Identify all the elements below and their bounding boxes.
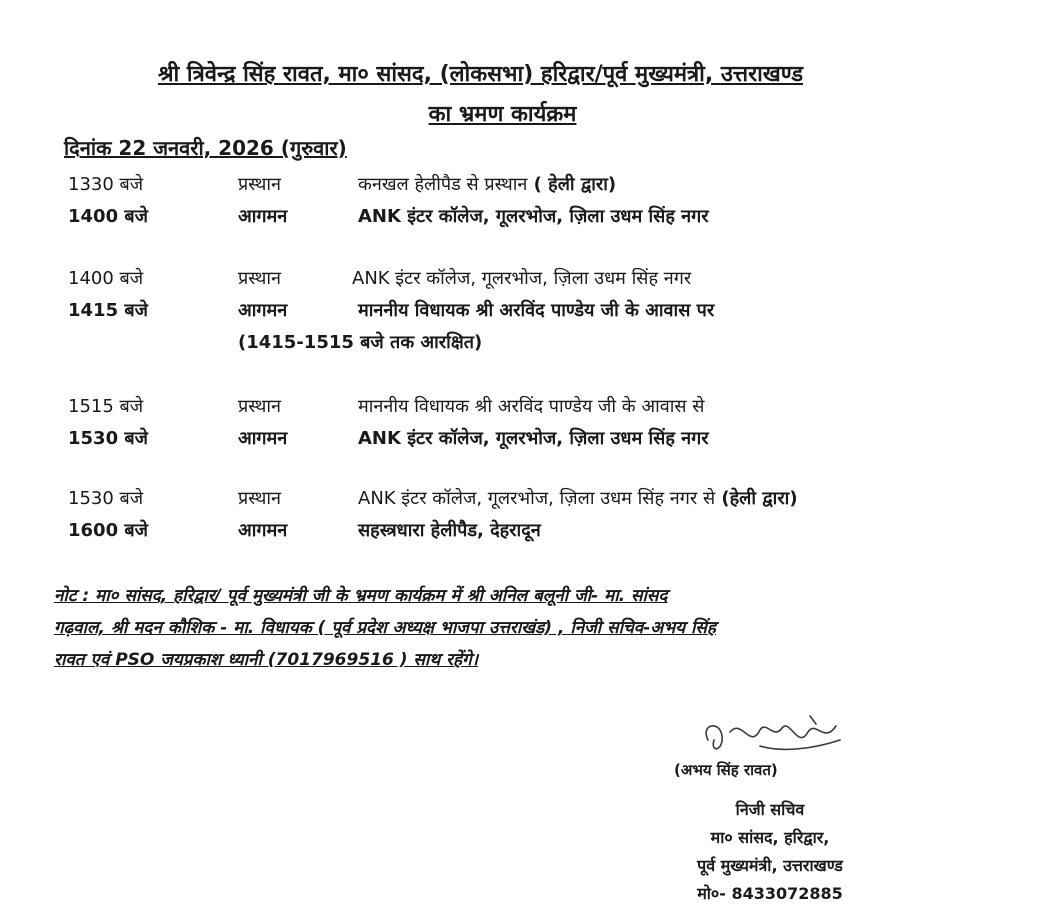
row-action: आगमन	[238, 520, 288, 541]
row-mode: (हेली द्वारा)	[715, 488, 798, 509]
row-action: प्रस्थान	[238, 268, 282, 289]
row-action: आगमन	[238, 206, 288, 227]
note-line: गढ़वाल, श्री मदन कौशिक - मा. विधायक ( पूर्व प्रदेश अध्यक्ष भाजपा उत्तराखंड) , निजी सचिव-अभय सिंह	[54, 618, 716, 638]
schedule-row-departure	[0, 266, 1041, 298]
row-place-text: कनखल हेलीपैड से प्रस्थान	[358, 174, 528, 195]
schedule-row-departure	[0, 394, 1041, 426]
row-place: माननीय विधायक श्री अरविंद पाण्डेय जी के आवास से	[358, 396, 705, 417]
row-time: 1400 बजे	[68, 268, 144, 289]
row-action: आगमन	[238, 428, 288, 449]
note-line: नोट : मा० सांसद, हरिद्वार/ पूर्व मुख्यमंत्री जी के भ्रमण कार्यक्रम में श्री अनिल बलूनी जी- मा. सांसद	[54, 586, 668, 606]
accompanying-note	[54, 580, 1014, 676]
document-title-line-2: का भ्रमण कार्यक्रम	[428, 102, 577, 127]
signatory-office: मा० सांसद, हरिद्वार,	[710, 828, 830, 847]
row-action: प्रस्थान	[238, 174, 282, 195]
row-action: आगमन	[238, 300, 288, 321]
note-line: रावत एवं PSO जयप्रकाश ध्यानी (7017969516 ) साथ रहेंगे।	[54, 650, 479, 670]
schedule-row-arrival	[0, 426, 1041, 458]
signatory-mobile: मो०- 8433072885	[697, 884, 843, 903]
signatory-details	[640, 796, 900, 908]
row-place: ANK इंटर कॉलेज, गूलरभोज, ज़िला उधम सिंह नगर	[358, 206, 709, 227]
row-time: 1400 बजे	[68, 206, 148, 227]
signatory-office: पूर्व मुख्यमंत्री, उत्तराखण्ड	[697, 856, 843, 875]
row-time: 1600 बजे	[68, 520, 148, 541]
row-place: ANK इंटर कॉलेज, गूलरभोज, ज़िला उधम सिंह नगर	[352, 268, 692, 289]
reserved-note: (1415-1515 बजे तक आरक्षित)	[238, 332, 483, 353]
schedule-row-arrival	[0, 204, 1041, 236]
row-action: प्रस्थान	[238, 396, 282, 417]
schedule-row-departure	[0, 486, 1041, 518]
row-time: 1330 बजे	[68, 174, 144, 195]
row-action: प्रस्थान	[238, 488, 282, 509]
signatory-designation: निजी सचिव	[735, 800, 805, 819]
row-place	[358, 486, 798, 510]
row-time: 1530 बजे	[68, 488, 144, 509]
row-time: 1515 बजे	[68, 396, 144, 417]
row-place: माननीय विधायक श्री अरविंद पाण्डेय जी के आवास पर	[358, 300, 715, 321]
row-time: 1415 बजे	[68, 300, 148, 321]
signatory-name: (अभय सिंह रावत)	[674, 761, 778, 779]
row-place: ANK इंटर कॉलेज, गूलरभोज, ज़िला उधम सिंह नगर	[358, 428, 709, 449]
schedule-date: दिनांक 22 जनवरी, 2026 (गुरुवार)	[64, 136, 347, 160]
row-place-text: ANK इंटर कॉलेज, गूलरभोज, ज़िला उधम सिंह नगर से	[358, 488, 716, 509]
schedule-row-departure	[0, 172, 1041, 204]
schedule-row-arrival	[0, 518, 1041, 550]
row-time: 1530 बजे	[68, 428, 148, 449]
document-title-line-1: श्री त्रिवेन्द्र सिंह रावत, मा० सांसद, (लोकसभा) हरिद्वार/पूर्व मुख्यमंत्री, उत्तराखण्ड	[157, 62, 804, 87]
row-place: सहस्त्रधारा हेलीपैड, देहरादून	[358, 520, 541, 541]
row-place	[358, 172, 616, 196]
row-mode: ( हेली द्वारा)	[527, 174, 617, 195]
schedule-row-arrival	[0, 298, 1041, 330]
